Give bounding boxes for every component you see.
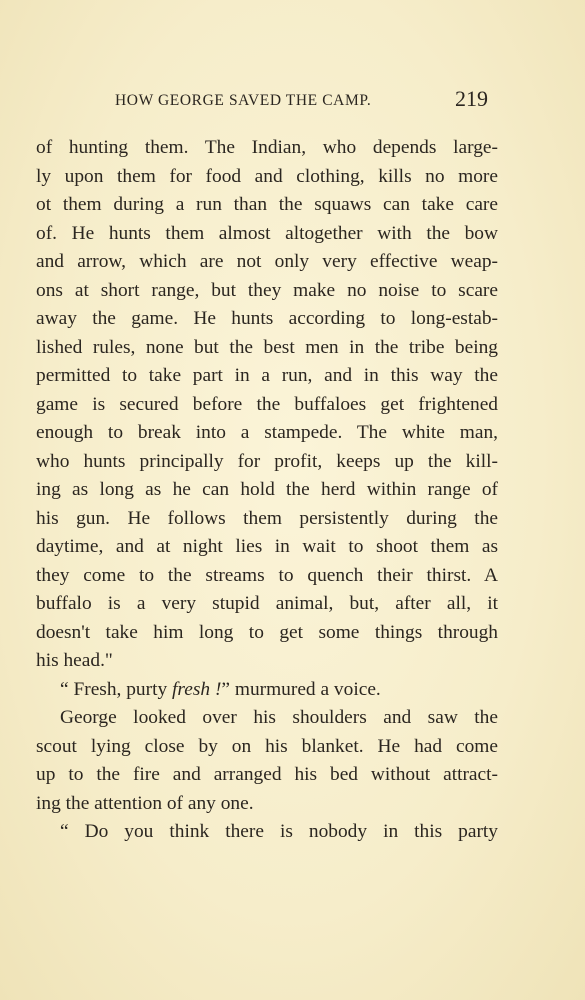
text-line: and arrow, which are not only very effective weap- [36, 251, 498, 272]
text-line: away the game. He hunts according to long-estab- [36, 308, 498, 329]
text-run: “ Fresh, purty [60, 678, 173, 700]
text-line: his head." [36, 650, 113, 671]
text-line: of. He hunts them almost altogether with the bow [36, 222, 498, 244]
paragraph [36, 704, 498, 818]
text-line: buffalo is a very stupid animal, but, after all, it [36, 593, 498, 614]
text-line: George looked over his shoulders and saw the [60, 707, 498, 728]
text-line: scout lying close by on his blanket. He had come [36, 735, 498, 757]
text-run: ” murmured a voice. [221, 678, 381, 700]
text-line: enough to break into a stampede. The white man, [36, 422, 498, 443]
running-title: HOW GEORGE SAVED THE CAMP. [115, 92, 372, 109]
emphasized-text: fresh ! [172, 678, 222, 700]
running-head [0, 86, 585, 116]
text-line: of hunting them. The Indian, who depends large- [36, 137, 498, 158]
text-line: permitted to take part in a run, and in this way the [36, 365, 498, 386]
paragraph [36, 818, 498, 847]
text-line: ot them during a run than the squaws can take care [36, 194, 498, 215]
text-line: they come to the streams to quench their thirst. A [36, 564, 498, 586]
page-number: 219 [455, 86, 488, 111]
text-line: ing as long as he can hold the herd within range of [36, 479, 498, 500]
text-line: ons at short range, but they make no noise to scare [36, 279, 498, 301]
text-line: ing the attention of any one. [36, 792, 254, 814]
text-line: who hunts principally for profit, keeps up the kill- [36, 450, 498, 472]
text-line [36, 676, 498, 705]
text-line: “ Do you think there is nobody in this party [60, 821, 498, 842]
text-line: lished rules, none but the best men in the tribe being [36, 336, 498, 358]
text-line: ly upon them for food and clothing, kills no more [36, 165, 498, 187]
text-line: doesn't take him long to get some things through [36, 621, 498, 643]
text-line: his gun. He follows them persistently during the [36, 507, 498, 529]
text-line: up to the fire and arranged his bed without attract- [36, 764, 498, 785]
body-text [36, 134, 498, 847]
paragraph [36, 134, 498, 676]
text-line: game is secured before the buffaloes get frightened [36, 393, 498, 415]
paragraph [36, 676, 498, 705]
text-line: daytime, and at night lies in wait to shoot them as [36, 536, 498, 557]
